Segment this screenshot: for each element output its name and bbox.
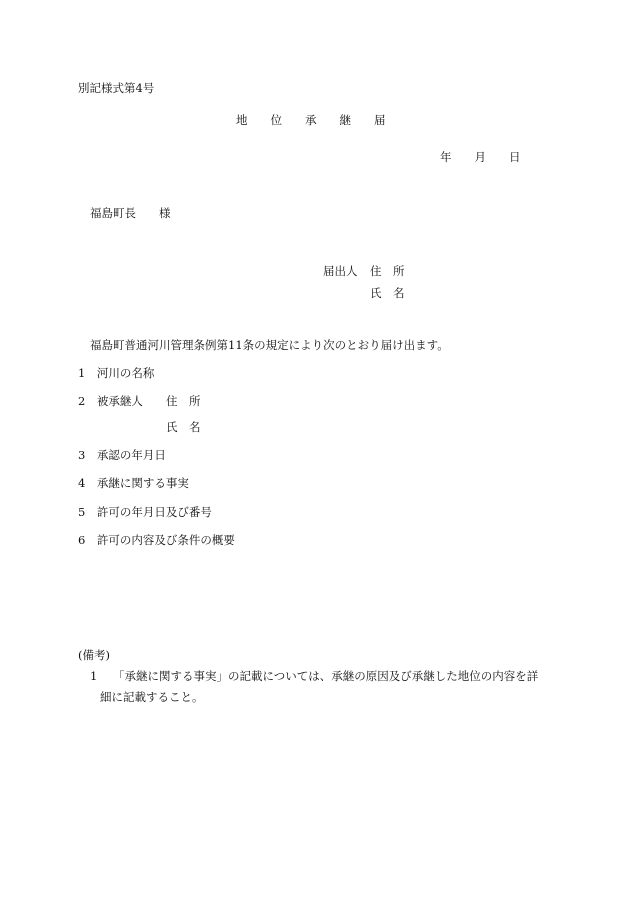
item-river-name: 1 河川の名称 (78, 366, 155, 380)
item-predecessor: 2 被承継人 (78, 394, 143, 408)
item-permit-date-number: 5 許可の年月日及び番号 (78, 505, 212, 519)
remarks-note-number: 1 (90, 669, 98, 683)
remarks-heading: (備考) (78, 648, 110, 662)
form-number: 別記様式第4号 (78, 81, 155, 95)
intro-text: 福島町普通河川管理条例第11条の規定により次のとおり届け出ます。 (90, 338, 449, 352)
addressee: 福島町長 様 (90, 206, 171, 220)
applicant-name-label: 氏 名 (370, 286, 405, 300)
item-approval-date: 3 承認の年月日 (78, 448, 166, 462)
applicant-label: 届出人 (323, 264, 358, 278)
item-permit-content: 6 許可の内容及び条件の概要 (78, 533, 235, 547)
remarks-note-line2: 細に記載すること。 (100, 690, 204, 704)
item-predecessor-address-label: 住 所 (166, 394, 201, 408)
document-title: 地 位 承 継 届 (236, 113, 386, 127)
item-predecessor-name-label: 氏 名 (166, 420, 201, 434)
applicant-address-label: 住 所 (370, 264, 405, 278)
remarks-note-line1: 「承継に関する事実」の記載については、承継の原因及び承継した地位の内容を詳 (113, 669, 539, 683)
item-succession-facts: 4 承継に関する事実 (78, 476, 189, 490)
date-line: 年 月 日 (440, 150, 521, 164)
